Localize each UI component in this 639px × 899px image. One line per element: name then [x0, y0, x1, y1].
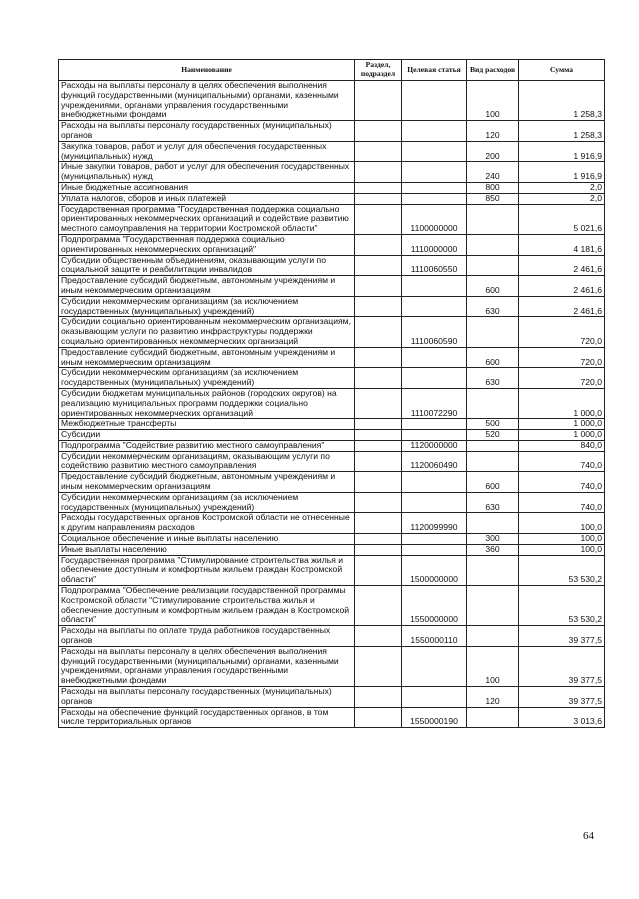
cell-target: [402, 347, 467, 368]
cell-section: [355, 193, 402, 204]
cell-name: Расходы на выплаты персоналу государственных (муниципальных) органов: [59, 687, 355, 708]
cell-target: [402, 544, 467, 555]
cell-sum: 720,0: [519, 317, 605, 347]
table-row: [59, 544, 605, 555]
cell-kind: [467, 234, 519, 255]
cell-kind: [467, 451, 519, 472]
cell-section: [355, 626, 402, 647]
cell-sum: 2,0: [519, 193, 605, 204]
col-header-target: Целевая статья: [402, 60, 467, 81]
cell-section: [355, 141, 402, 162]
budget-table: [58, 59, 605, 728]
cell-section: [355, 296, 402, 317]
cell-name: Предоставление субсидий бюджетным, автономным учреждениям и иным некоммерческим организациям: [59, 347, 355, 368]
cell-sum: 1 000,0: [519, 430, 605, 441]
cell-section: [355, 513, 402, 534]
cell-name: Субсидии некоммерческим организациям (за исключением государственных (муниципальных) учреждений): [59, 368, 355, 389]
table-row: [59, 182, 605, 193]
cell-section: [355, 555, 402, 585]
cell-section: [355, 472, 402, 493]
cell-kind: [467, 440, 519, 451]
table-row: [59, 646, 605, 686]
cell-kind: 600: [467, 347, 519, 368]
cell-section: [355, 707, 402, 728]
cell-sum: 2 461,6: [519, 255, 605, 276]
table-row: [59, 707, 605, 728]
cell-name: Расходы на выплаты персоналу государственных (муниципальных) органов: [59, 121, 355, 142]
cell-section: [355, 182, 402, 193]
cell-name: Предоставление субсидий бюджетным, автономным учреждениям и иным некоммерческим организациям: [59, 276, 355, 297]
cell-name: Расходы государственных органов Костромской области не отнесенные к другим направлениям расходов: [59, 513, 355, 534]
cell-sum: 1 258,3: [519, 81, 605, 121]
cell-kind: 120: [467, 687, 519, 708]
table-row: [59, 162, 605, 183]
cell-name: Социальное обеспечение и иные выплаты населению: [59, 534, 355, 545]
header-row: [59, 60, 605, 81]
table-row: [59, 440, 605, 451]
cell-sum: 1 000,0: [519, 419, 605, 430]
table-row: [59, 296, 605, 317]
cell-name: Расходы на выплаты персоналу в целях обеспечения выполнения функций государственными (муниципальными) органами, казенными учреждениями, органами управления государственными внебюджетными фондами: [59, 81, 355, 121]
cell-name: Предоставление субсидий бюджетным, автономным учреждениям и иным некоммерческим организациям: [59, 472, 355, 493]
cell-target: 1120060490: [402, 451, 467, 472]
cell-target: [402, 193, 467, 204]
table-row: [59, 193, 605, 204]
table-row: [59, 626, 605, 647]
cell-kind: 360: [467, 544, 519, 555]
cell-kind: [467, 388, 519, 418]
cell-target: [402, 419, 467, 430]
cell-kind: 200: [467, 141, 519, 162]
cell-kind: 520: [467, 430, 519, 441]
cell-name: Субсидии: [59, 430, 355, 441]
col-header-sum: Сумма: [519, 60, 605, 81]
cell-name: Межбюджетные трансферты: [59, 419, 355, 430]
cell-name: Субсидии некоммерческим организациям (за исключением государственных (муниципальных) учреждений): [59, 296, 355, 317]
table-row: [59, 255, 605, 276]
cell-sum: 53 530,2: [519, 586, 605, 626]
cell-section: [355, 388, 402, 418]
cell-sum: 3 013,6: [519, 707, 605, 728]
cell-sum: 39 377,5: [519, 626, 605, 647]
cell-target: 1500000000: [402, 555, 467, 585]
cell-target: 1110060550: [402, 255, 467, 276]
cell-sum: 2 461,6: [519, 276, 605, 297]
cell-kind: [467, 513, 519, 534]
cell-name: Иные бюджетные ассигнования: [59, 182, 355, 193]
cell-target: 1120000000: [402, 440, 467, 451]
cell-kind: 800: [467, 182, 519, 193]
cell-target: [402, 141, 467, 162]
page-number: 64: [583, 830, 594, 842]
cell-section: [355, 276, 402, 297]
cell-name: Государственная программа "Государственная поддержка социально ориентированных некоммерческих организаций и содействие развитию местного самоуправления на территории Костромской области": [59, 204, 355, 234]
cell-kind: [467, 317, 519, 347]
cell-sum: 720,0: [519, 368, 605, 389]
cell-section: [355, 234, 402, 255]
cell-kind: 240: [467, 162, 519, 183]
cell-name: Субсидии некоммерческим организациям, оказывающим услуги по содействию развитию местного самоуправления: [59, 451, 355, 472]
cell-name: Расходы на выплаты по оплате труда работников государственных органов: [59, 626, 355, 647]
cell-name: Расходы на выплаты персоналу в целях обеспечения выполнения функций государственными (муниципальными) органами, казенными учреждениями, органами управления государственными внебюджетными фондами: [59, 646, 355, 686]
table-row: [59, 368, 605, 389]
table-row: [59, 555, 605, 585]
cell-name: Уплата налогов, сборов и иных платежей: [59, 193, 355, 204]
cell-kind: [467, 586, 519, 626]
cell-kind: 100: [467, 81, 519, 121]
cell-target: [402, 687, 467, 708]
cell-target: [402, 296, 467, 317]
cell-section: [355, 451, 402, 472]
cell-kind: [467, 707, 519, 728]
cell-target: [402, 276, 467, 297]
cell-kind: 120: [467, 121, 519, 142]
cell-sum: 740,0: [519, 472, 605, 493]
cell-name: Подпрограмма "Содействие развитию местного самоуправления": [59, 440, 355, 451]
table-row: [59, 451, 605, 472]
cell-target: 1110060590: [402, 317, 467, 347]
cell-sum: 720,0: [519, 347, 605, 368]
cell-kind: 850: [467, 193, 519, 204]
table-row: [59, 121, 605, 142]
cell-sum: 1 000,0: [519, 388, 605, 418]
cell-name: Подпрограмма "Обеспечение реализации государственной программы Костромской области "Стимулирование строительства жилья и обеспечение доступным и комфортным жильем граждан в Костромской области": [59, 586, 355, 626]
cell-sum: 39 377,5: [519, 687, 605, 708]
cell-section: [355, 255, 402, 276]
cell-section: [355, 347, 402, 368]
cell-target: 1550000190: [402, 707, 467, 728]
cell-target: [402, 162, 467, 183]
table-row: [59, 534, 605, 545]
table-row: [59, 513, 605, 534]
cell-kind: 500: [467, 419, 519, 430]
cell-sum: 100,0: [519, 513, 605, 534]
cell-sum: 740,0: [519, 492, 605, 513]
cell-section: [355, 440, 402, 451]
cell-target: 1120099990: [402, 513, 467, 534]
cell-kind: 630: [467, 492, 519, 513]
cell-target: [402, 121, 467, 142]
cell-section: [355, 534, 402, 545]
table-row: [59, 430, 605, 441]
cell-name: Субсидии некоммерческим организациям (за исключением государственных (муниципальных) учреждений): [59, 492, 355, 513]
cell-section: [355, 492, 402, 513]
cell-name: Субсидии бюджетам муниципальных районов (городских округов) на реализацию муниципальных программ поддержки социально ориентированных некоммерческих организаций: [59, 388, 355, 418]
cell-name: Подпрограмма "Государственная поддержка социально ориентированных некоммерческих организаций": [59, 234, 355, 255]
cell-sum: 4 181,6: [519, 234, 605, 255]
table-row: [59, 388, 605, 418]
cell-sum: 1 916,9: [519, 162, 605, 183]
cell-name: Расходы на обеспечение функций государственных органов, в том числе территориальных органов: [59, 707, 355, 728]
cell-target: 1550000000: [402, 586, 467, 626]
cell-target: 1110000000: [402, 234, 467, 255]
cell-section: [355, 687, 402, 708]
cell-section: [355, 586, 402, 626]
table-row: [59, 81, 605, 121]
cell-section: [355, 368, 402, 389]
table-row: [59, 472, 605, 493]
table-row: [59, 204, 605, 234]
cell-kind: [467, 555, 519, 585]
cell-target: [402, 430, 467, 441]
cell-section: [355, 544, 402, 555]
table-row: [59, 586, 605, 626]
cell-kind: 630: [467, 296, 519, 317]
cell-kind: 600: [467, 276, 519, 297]
cell-kind: [467, 626, 519, 647]
cell-target: [402, 81, 467, 121]
cell-target: [402, 646, 467, 686]
cell-kind: 600: [467, 472, 519, 493]
cell-kind: 300: [467, 534, 519, 545]
cell-sum: 1 916,9: [519, 141, 605, 162]
table-row: [59, 347, 605, 368]
cell-sum: 53 530,2: [519, 555, 605, 585]
cell-sum: 39 377,5: [519, 646, 605, 686]
table-body: [59, 81, 605, 728]
cell-target: 1100000000: [402, 204, 467, 234]
cell-section: [355, 430, 402, 441]
table-row: [59, 317, 605, 347]
cell-sum: 5 021,6: [519, 204, 605, 234]
cell-section: [355, 646, 402, 686]
cell-sum: 740,0: [519, 451, 605, 472]
cell-target: [402, 472, 467, 493]
cell-section: [355, 317, 402, 347]
cell-section: [355, 419, 402, 430]
cell-section: [355, 204, 402, 234]
cell-kind: [467, 255, 519, 276]
cell-target: [402, 182, 467, 193]
cell-sum: 100,0: [519, 534, 605, 545]
table-row: [59, 141, 605, 162]
cell-name: Иные закупки товаров, работ и услуг для обеспечения государственных (муниципальных) нужд: [59, 162, 355, 183]
cell-sum: 840,0: [519, 440, 605, 451]
cell-kind: [467, 204, 519, 234]
cell-sum: 100,0: [519, 544, 605, 555]
table-row: [59, 276, 605, 297]
table-header: [59, 60, 605, 81]
cell-kind: 100: [467, 646, 519, 686]
cell-name: Субсидии общественным объединениям, оказывающим услуги по социальной защите и реабилитации инвалидов: [59, 255, 355, 276]
cell-section: [355, 121, 402, 142]
cell-target: 1110072290: [402, 388, 467, 418]
cell-kind: 630: [467, 368, 519, 389]
cell-section: [355, 162, 402, 183]
col-header-name: Наименование: [59, 60, 355, 81]
cell-sum: 2 461,6: [519, 296, 605, 317]
cell-name: Субсидии социально ориентированным некоммерческим организациям, оказывающим услуги по развитию инфраструктуры поддержки социально ориентированных некоммерческих организаций: [59, 317, 355, 347]
cell-name: Иные выплаты населению: [59, 544, 355, 555]
table-row: [59, 234, 605, 255]
cell-section: [355, 81, 402, 121]
col-header-kind: Вид расходов: [467, 60, 519, 81]
cell-target: 1550000110: [402, 626, 467, 647]
cell-target: [402, 534, 467, 545]
cell-target: [402, 492, 467, 513]
cell-name: Закупка товаров, работ и услуг для обеспечения государственных (муниципальных) нужд: [59, 141, 355, 162]
table-row: [59, 492, 605, 513]
cell-sum: 1 258,3: [519, 121, 605, 142]
table-row: [59, 419, 605, 430]
cell-name: Государственная программа "Стимулирование строительства жилья и обеспечение доступным и комфортным жильем граждан Костромской области": [59, 555, 355, 585]
table-row: [59, 687, 605, 708]
cell-target: [402, 368, 467, 389]
cell-sum: 2,0: [519, 182, 605, 193]
col-header-section: Раздел, подраздел: [355, 60, 402, 81]
